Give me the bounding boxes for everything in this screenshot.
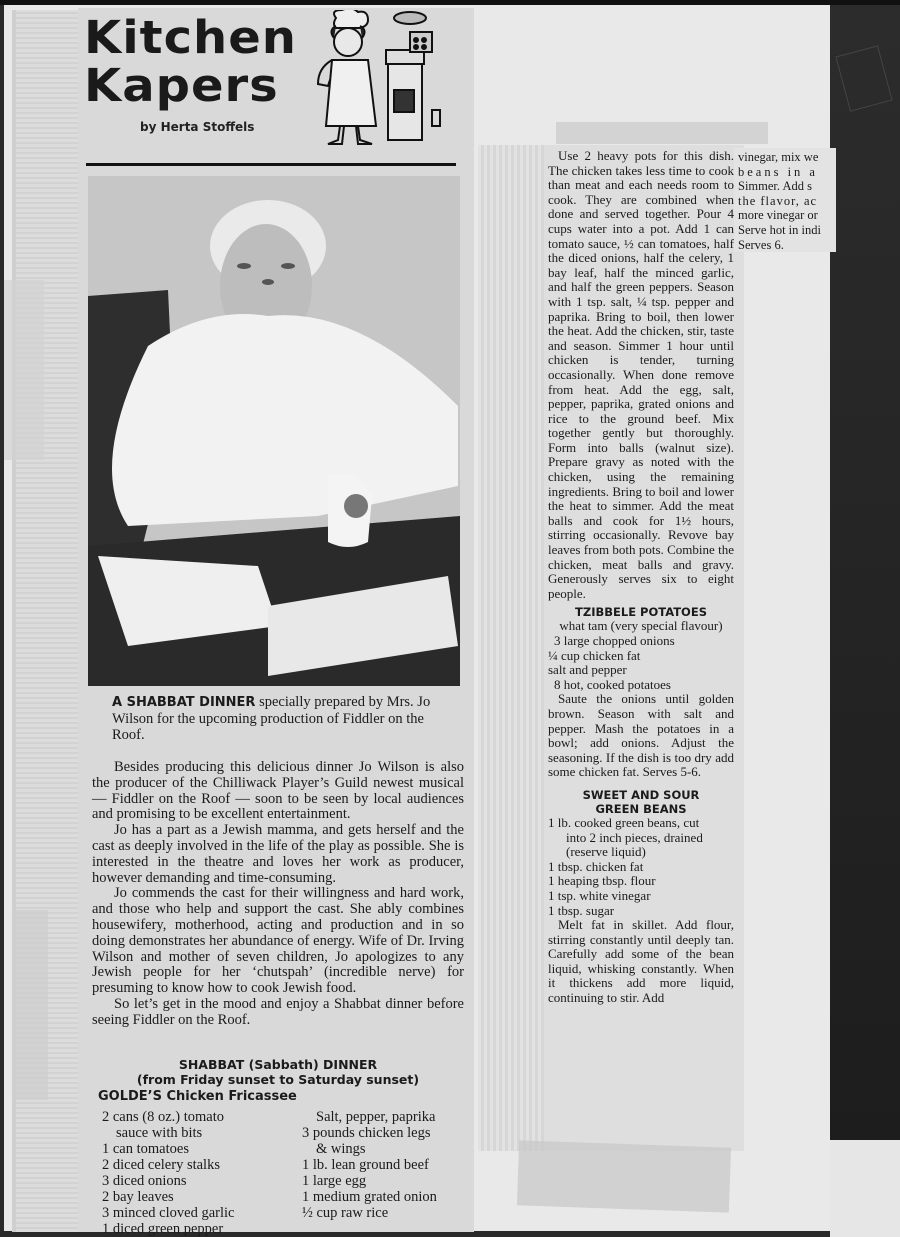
dinner-heading-block <box>92 1057 464 1087</box>
ingredient-item: 1 tsp. white vinegar <box>548 887 651 903</box>
ingredient-item: 1 large egg <box>302 1173 367 1189</box>
tape-piece <box>517 1140 731 1212</box>
photo-caption <box>112 694 452 743</box>
recipe-title-potatoes: TZIBBELE POTATOES <box>575 605 707 620</box>
ingredient-item: 2 bay leaves <box>102 1189 174 1205</box>
recipe-subtitle-potatoes: what tam (very special flavour) <box>559 618 723 634</box>
byline: by Herta Stoffels <box>140 120 255 134</box>
ingredient-item: & wings <box>316 1141 366 1157</box>
ingredient-item: 1 medium grated onion <box>302 1189 437 1205</box>
dinner-subheading: (from Friday sunset to Saturday sunset) <box>136 1072 420 1087</box>
newspaper-clipping-main <box>78 8 474 1237</box>
article-paragraph: Jo commends the cast for their willingness and hard work, and those who help and support the cast. She ably combines housewifery, motherhood, acting and production and in so doing demonstrates her abundance of energy. Wife of Dr. Irving Wilson and mother of seven children, Jo apologizes to any Jewish people for her ‘chutspah’ (incredible nerve) for presuming to know how to cook Jewish food. <box>92 885 464 997</box>
recipe-title-beans-line1: SWEET AND SOUR <box>582 787 700 802</box>
continuation-line: the flavor, ac <box>738 193 818 208</box>
ingredient-item: into 2 inch pieces, drained <box>566 829 703 845</box>
ingredient-item: 1 heaping tbsp. flour <box>548 873 656 889</box>
article-paragraph: So let’s get in the mood and enjoy a Shabbat dinner before seeing Fiddler on the Roof. <box>92 995 464 1028</box>
masthead-rule <box>86 163 456 166</box>
continuation-line: Serve hot in indi <box>738 222 821 237</box>
recipe-column <box>548 149 734 1006</box>
ingredients-list-col1 <box>102 1109 292 1237</box>
tape-piece <box>4 280 44 460</box>
ingredient-item: 3 minced cloved garlic <box>102 1205 235 1221</box>
recipe-title-fricassee: GOLDE’S Chicken Fricassee <box>98 1089 297 1104</box>
ingredient-item: ¼ cup chicken fat <box>548 647 641 663</box>
column-title-line2: Kapers <box>84 59 279 113</box>
ingredient-item: 1 tbsp. chicken fat <box>548 858 644 874</box>
ingredient-item: (reserve liquid) <box>566 844 646 860</box>
ingredient-item: 1 lb. cooked green beans, cut <box>548 814 700 830</box>
chef-illustration-icon <box>314 10 454 146</box>
paper-towel-backing <box>478 145 544 1151</box>
ingredient-item: 3 diced onions <box>102 1173 187 1189</box>
dinner-heading: SHABBAT (Sabbath) DINNER <box>178 1057 378 1072</box>
continuation-line: more vinegar or <box>738 208 818 223</box>
portrait-photo-image <box>88 176 460 686</box>
tape-piece <box>556 122 768 144</box>
article-body <box>92 760 464 1029</box>
continuation-line: Serves 6. <box>738 237 784 252</box>
fricassee-method: Use 2 heavy pots for this dish. The chicken takes less time to cook than meat and each needs room to cook. They are combined when done and served together. Pour 4 cups water into a pot. Add 1 can tomato sauce, ½ can tomatoes, half the diced onions, half the celery, 1 bay leaf, half the minced garlic, and half the green peppers. Season with 1 tsp. salt, ¼ tsp. pepper and paprika. Bring to boil, then lower the heat. Add the chicken, stir, taste and season. Simmer 1 hour until chicken is tender, turning occasionally. When done remove from heat. Add the egg, salt, pepper, paprika, grated onions and rice to the ground beef. Mix together gently but thoroughly. Form into balls (walnut size). Prepare gravy as noted with the chicken, using the remaining ingredients. Bring to boil and lower the heat to simmer. Add the meat balls and cook for 1½ hours, stirring occasionally. Revove bay leaves from both pots. Combine the chicken, meat balls and gravy. Generously serves six to eight people. <box>548 148 734 601</box>
ingredient-item: 3 large chopped onions <box>554 633 675 648</box>
newspaper-clipping-recipes <box>478 145 744 1151</box>
ingredient-item: 1 diced green pepper <box>102 1221 224 1237</box>
tape-piece <box>14 910 48 1100</box>
ingredient-item: sauce with bits <box>116 1125 203 1141</box>
scan-background-dark <box>830 5 900 1140</box>
caption-heading: A SHABBAT DINNER <box>112 695 256 710</box>
caption-text: specially prepared by Mrs. Jo Wilson for the upcoming production of Fiddler on the Roof. <box>112 694 431 743</box>
potatoes-method: Saute the onions until golden brown. Season with salt and pepper. Mash the potatoes in a bowl; add onions. Adjust the seasoning. If the dish is too dry add some chicken fat. Serves 5-6. <box>548 691 734 780</box>
ingredient-item: ½ cup raw rice <box>302 1205 389 1221</box>
ingredient-item: 1 can tomatoes <box>102 1141 189 1157</box>
column-masthead <box>78 8 458 168</box>
recipe-continuation-clipping <box>734 148 836 252</box>
ingredients-list-col2 <box>302 1109 472 1221</box>
ingredient-item: 8 hot, cooked potatoes <box>554 676 671 692</box>
ingredient-item: 1 lb. lean ground beef <box>302 1157 429 1173</box>
continuation-line: vinegar, mix we <box>738 150 819 164</box>
continuation-line: Simmer. Add s <box>738 179 812 194</box>
ingredient-item: salt and pepper <box>548 662 627 678</box>
continuation-text <box>738 150 836 252</box>
beans-method: Melt fat in skillet. Add flour, stirring constantly until deeply tan. Carefully add some of the bean liquid, whisking constantly. When it thickens add more liquid, continuing to stir. Add <box>548 917 734 1006</box>
recipe-title-beans-line2: GREEN BEANS <box>595 801 687 816</box>
ingredient-item: 1 tbsp. sugar <box>548 902 615 918</box>
continuation-line: beans in a <box>738 164 818 179</box>
ingredient-item: Salt, pepper, paprika <box>316 1109 436 1125</box>
ingredient-item: 2 diced celery stalks <box>102 1157 220 1173</box>
ingredient-item: 3 pounds chicken legs <box>302 1125 431 1141</box>
scan-background-light <box>830 1140 900 1237</box>
ingredient-item: 2 cans (8 oz.) tomato <box>102 1109 225 1125</box>
portrait-photo <box>88 176 460 686</box>
article-paragraph: Jo has a part as a Jewish mamma, and gets herself and the cast as deeply involved in the life of the play as possible. She is interested in the theatre and loves her work as producer, however demanding and time-consuming. <box>92 822 464 886</box>
article-paragraph: Besides producing this delicious dinner Jo Wilson is also the producer of the Chilliwack Player’s Guild newest musical — Fiddler on the Roof — soon to be seen by local audiences and promising to be excellent entertainment. <box>92 759 464 823</box>
column-title-line1: Kitchen <box>84 11 297 65</box>
